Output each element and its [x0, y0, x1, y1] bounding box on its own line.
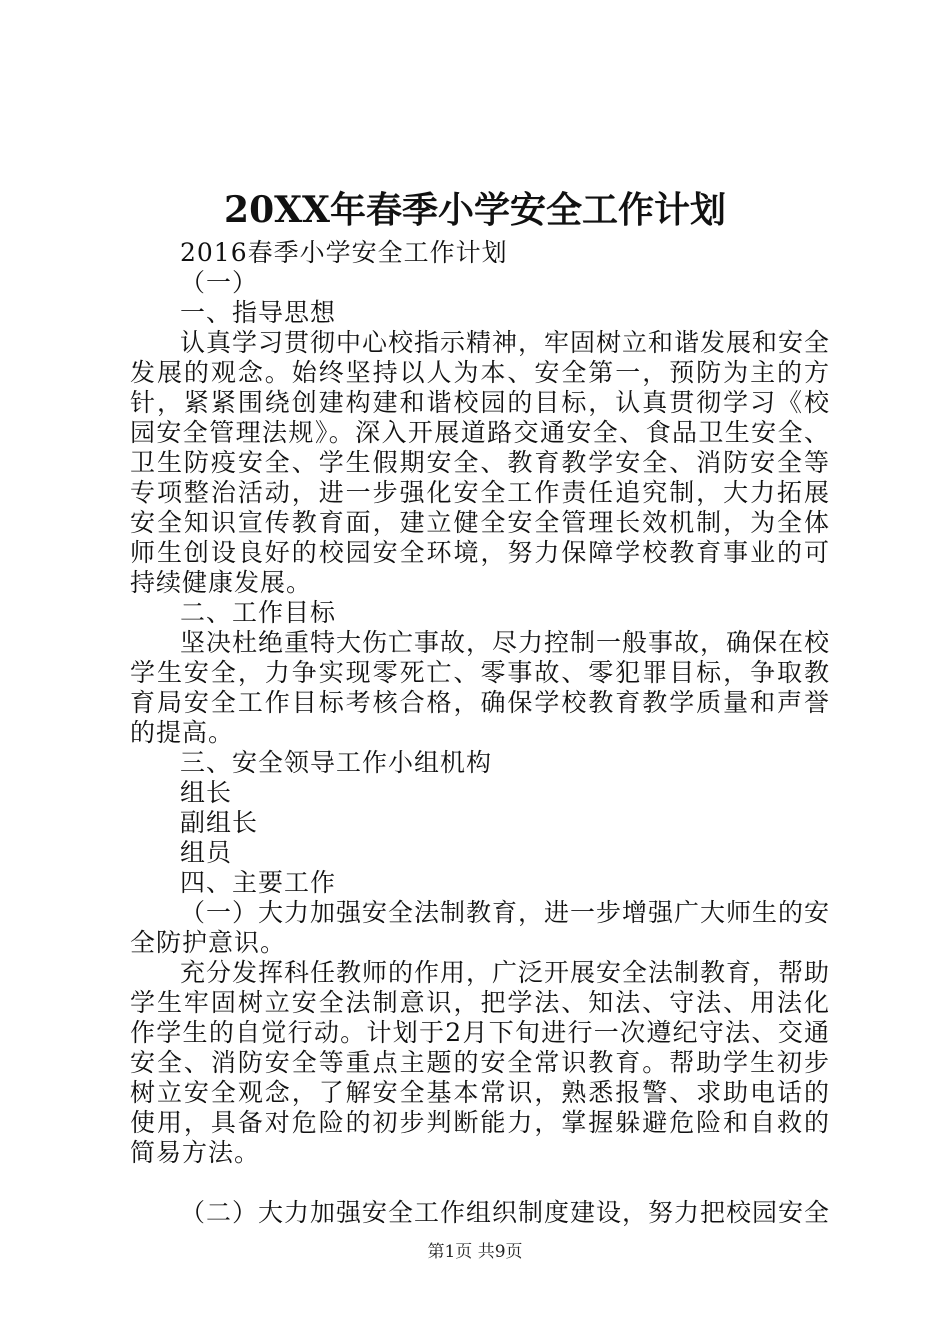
subtitle-line: 2016春季小学安全工作计划 — [180, 238, 508, 267]
document-body — [130, 238, 830, 1228]
heading-main-work: 四、主要工作 — [180, 868, 337, 897]
paragraph-legal-education: 充分发挥科任教师的作用，广泛开展安全法制教育，帮助学生牢固树立安全法制意识，把学法、知法、守法、用法化作学生的自觉行动。计划于2月下旬进行一次遵纪守法、交通安全、消防安全等重点主题的安全常识教育。帮助学生初步树立安全观念，了解安全基本常识，熟悉报警、求助电话的使用，具备对危险的初步判断能力，掌握躲避危险和自救的简易方法。 — [130, 958, 831, 1167]
document-title: 20XX年春季小学安全工作计划 — [224, 189, 726, 231]
subheading-organization: （二）大力加强安全工作组织制度建设，努力把校园安全 — [180, 1198, 831, 1227]
heading-guiding-thought: 一、指导思想 — [180, 298, 337, 327]
label-deputy-leader: 副组长 — [180, 808, 259, 837]
page-footer: 第1页 共9页 — [427, 1242, 523, 1262]
paragraph-work-goals: 坚决杜绝重特大伤亡事故，尽力控制一般事故，确保在校学生安全，力争实现零死亡、零事故、零犯罪目标，争取教育局安全工作目标考核合格，确保学校教育教学质量和声誉的提高。 — [130, 628, 831, 747]
label-members: 组员 — [180, 838, 233, 867]
section-marker: （一） — [180, 268, 259, 297]
heading-leadership-group: 三、安全领导工作小组机构 — [180, 748, 493, 777]
paragraph-guiding-thought: 认真学习贯彻中心校指示精神，牢固树立和谐发展和安全发展的观念。始终坚持以人为本、安全第一，预防为主的方针，紧紧围绕创建构建和谐校园的目标，认真贯彻学习《校园安全管理法规》。深入开展道路交通安全、食品卫生安全、卫生防疫安全、学生假期安全、教育教学安全、消防安全等专项整治活动，进一步强化安全工作责任追究制，大力拓展安全知识宣传教育面，建立健全安全管理长效机制，为全体师生创设良好的校园安全环境，努力保障学校教育事业的可持续健康发展。 — [130, 328, 831, 597]
heading-work-goals: 二、工作目标 — [180, 598, 337, 627]
subheading-legal-education: （一）大力加强安全法制教育，进一步增强广大师生的安全防护意识。 — [130, 898, 831, 957]
label-group-leader: 组长 — [180, 778, 233, 807]
